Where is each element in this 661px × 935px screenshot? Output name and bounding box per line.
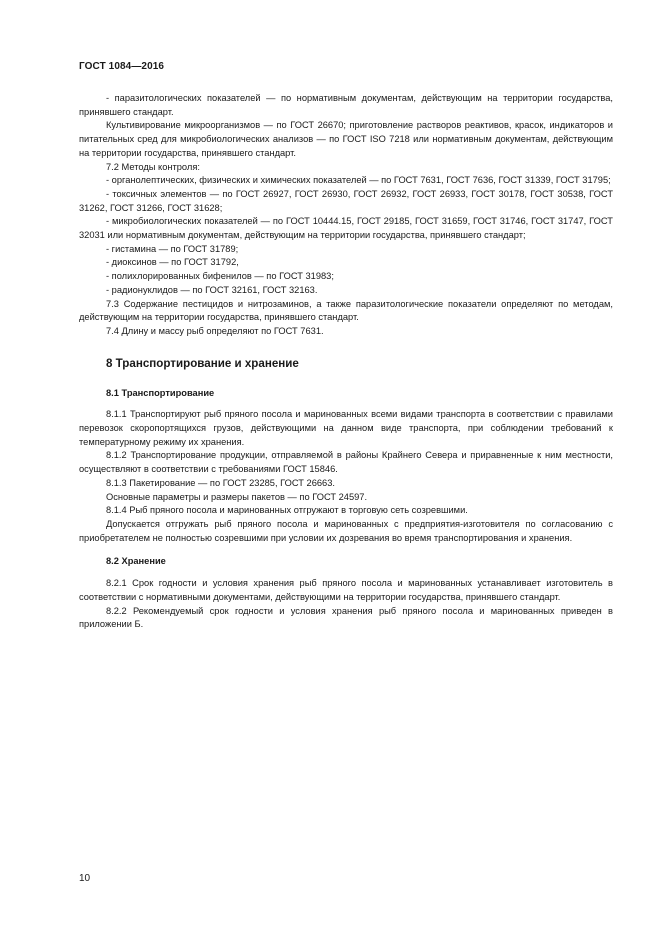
- paragraph: 8.1.1 Транспортируют рыб пряного посола и маринованных всеми видами транспорта в соответствии с правилами перевозок скоропортящихся грузов, действующими на данном виде транспорта, при соблюдении требований к температурному режиму их хранения.: [79, 409, 613, 447]
- subsection-heading: 8.1 Транспортирование: [106, 387, 215, 398]
- list-item: - полихлорированных бифенилов — по ГОСТ 31983;: [106, 271, 334, 282]
- paragraph: Основные параметры и размеры пакетов — по ГОСТ 24597.: [106, 491, 368, 502]
- list-item: - паразитологических показателей — по нормативным документам, действующим на территории государства, принявшего стандарт.: [79, 93, 613, 117]
- document-body: [79, 92, 613, 632]
- list-item: - радионуклидов — по ГОСТ 32161, ГОСТ 32163.: [106, 284, 318, 295]
- list-item: - органолептических, физических и химических показателей — по ГОСТ 7631, ГОСТ 7636, ГОСТ 31339, ГОСТ 31795;: [106, 175, 611, 186]
- section-heading: 8 Транспортирование и хранение: [106, 356, 299, 370]
- list-item: - микробиологических показателей — по ГОСТ 10444.15, ГОСТ 29185, ГОСТ 31659, ГОСТ 31746, ГОСТ 31747, ГОСТ 32031 или нормативным документам, действующим на территории государства, принявшего стандарт;: [79, 216, 613, 241]
- subsection-heading: 8.2 Хранение: [106, 556, 166, 567]
- paragraph: 8.1.4 Рыб пряного посола и маринованных отгружают в торговую сеть созревшими.: [106, 505, 468, 516]
- list-item: - диоксинов — по ГОСТ 31792,: [106, 257, 239, 268]
- clause-heading: 7.2 Методы контроля:: [106, 161, 200, 172]
- document-header: ГОСТ 1084—2016: [79, 61, 165, 72]
- paragraph: Допускается отгружать рыб пряного посола и маринованных с предприятия-изготовителя по согласованию с приобретателем не полностью созревшими при условии их дозревания во время транспортирования и хранения.: [79, 518, 613, 543]
- paragraph: 8.2.2 Рекомендуемый срок годности и условия хранения рыб пряного посола и маринованных приведен в приложении Б.: [79, 605, 613, 630]
- list-item: - гистамина — по ГОСТ 31789;: [106, 243, 239, 254]
- paragraph: 8.2.1 Срок годности и условия хранения рыб пряного посола и маринованных устанавливает изготовитель в соответствии с нормативными документами, действующими на территории государства, принявшего стандарт.: [79, 578, 613, 602]
- paragraph: 7.3 Содержание пестицидов и нитрозаминов, а также паразитологические показатели определяют по методам, действующим на территории государства, принявшего стандарт.: [79, 298, 613, 323]
- paragraph: Культивирование микроорганизмов — по ГОСТ 26670; приготовление растворов реактивов, красок, индикаторов и питательных сред для микробиологических анализов — по ГОСТ ISO 7218 или нормативным документам, действующим на территории государства, принявшего стандарт.: [79, 120, 613, 158]
- paragraph: 8.1.3 Пакетирование — по ГОСТ 23285, ГОСТ 26663.: [106, 477, 335, 488]
- page-number: 10: [79, 873, 91, 884]
- list-item: - токсичных элементов — по ГОСТ 26927, ГОСТ 26930, ГОСТ 26932, ГОСТ 26933, ГОСТ 30178, ГОСТ 30538, ГОСТ 31262, ГОСТ 31266, ГОСТ 31628;: [79, 188, 613, 213]
- paragraph: 7.4 Длину и массу рыб определяют по ГОСТ 7631.: [106, 325, 324, 336]
- paragraph: 8.1.2 Транспортирование продукции, отправляемой в районы Крайнего Севера и приравненные к ним местности, осуществляют в соответствии с требованиями ГОСТ 15846.: [79, 450, 613, 475]
